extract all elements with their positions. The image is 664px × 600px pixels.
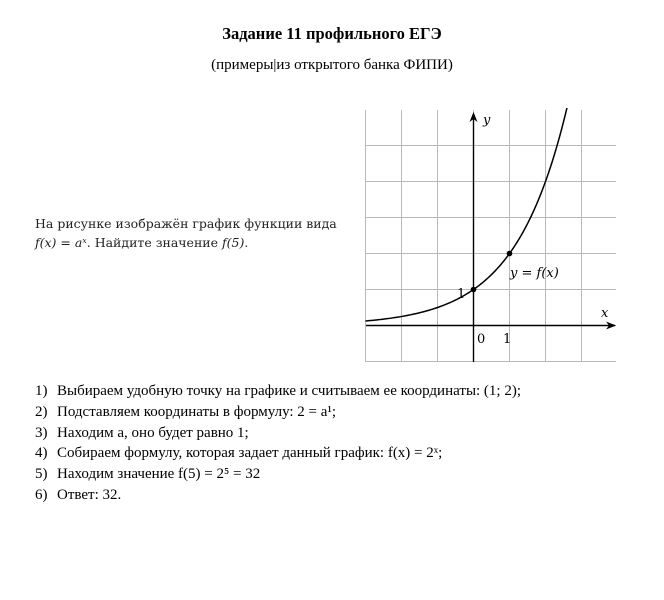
y-axis-label: y (483, 113, 491, 128)
step-item (35, 402, 521, 423)
step-item (35, 485, 521, 506)
problem-value: f(5) (222, 235, 245, 250)
step-item (35, 464, 521, 485)
problem-formula: f(x) = aˣ (35, 235, 87, 250)
step-number: 1) (35, 383, 48, 399)
function-graph (364, 108, 618, 364)
x-tick-label: 1 (503, 332, 512, 347)
point-1-2 (507, 251, 513, 257)
step-text: Выбираем удобную точку на графике и считываем ее координаты: (1; 2); (57, 383, 522, 399)
step-number: 2) (35, 403, 48, 420)
problem-line-2 (35, 233, 355, 252)
problem-line-1: На рисунке изображён график функции вида (35, 216, 337, 231)
solution-steps (35, 381, 521, 506)
step-item (35, 423, 521, 444)
graph-axes (366, 112, 616, 362)
problem-text: . Найдите значение (86, 235, 222, 250)
y-tick-label: 1 (457, 287, 466, 302)
step-text: Находим a, оно будет равно 1; (57, 424, 249, 441)
curve-label: y = f(x) (510, 266, 559, 281)
step-number: 3) (35, 424, 48, 441)
step-text: Собираем формулу, которая задает данный график: f(x) = 2ˣ; (57, 445, 443, 462)
problem-end: . (244, 235, 249, 250)
step-number: 4) (35, 445, 48, 462)
graph-grid (366, 110, 617, 362)
problem-statement (35, 214, 355, 252)
step-number: 6) (35, 486, 48, 503)
page-subtitle: (примеры|из открытого банка ФИПИ) (211, 57, 453, 73)
step-number: 5) (35, 466, 48, 483)
origin-label: 0 (477, 332, 486, 347)
step-item (35, 443, 521, 464)
x-axis-label: x (601, 306, 609, 321)
point-0-1 (471, 287, 477, 293)
step-item (35, 381, 521, 402)
step-text: Находим значение f(5) = 2⁵ = 32 (57, 466, 261, 483)
page-title: Задание 11 профильного ЕГЭ (222, 24, 442, 43)
step-text: Подставляем координаты в формулу: 2 = a¹; (57, 403, 337, 420)
step-text: Ответ: 32. (57, 486, 122, 503)
